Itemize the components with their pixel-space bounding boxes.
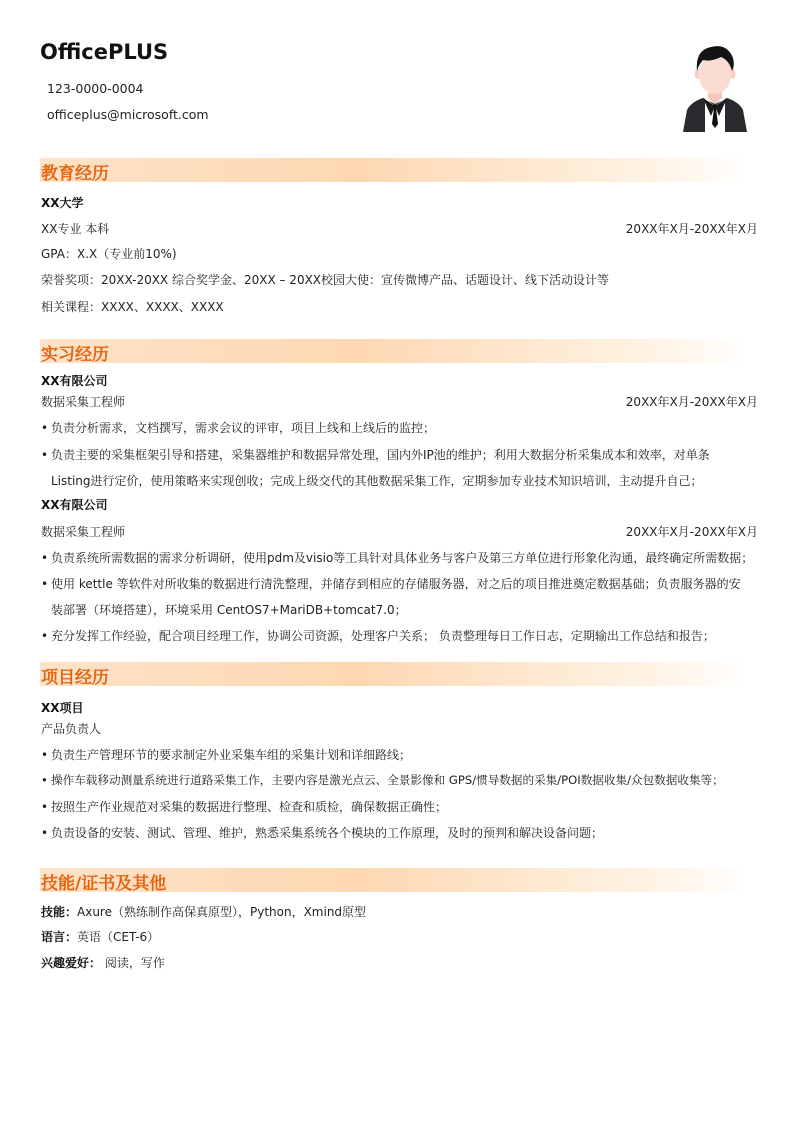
- education-section-bar: [40, 158, 749, 182]
- gpa-text: GPA：X.X（专业前10%): [41, 247, 177, 261]
- project-name: XX项目: [41, 701, 84, 715]
- school-name: XX大学: [41, 196, 84, 210]
- courses-text: 相关课程：XXXX、XXXX、XXXX: [41, 300, 224, 314]
- resume-name: OfficePLUS: [40, 40, 169, 64]
- avatar-photo: [681, 40, 749, 132]
- job-date: 20XX年X月-20XX年X月: [625, 395, 758, 409]
- hobbies-label: 兴趣爱好：: [41, 956, 102, 970]
- hobbies-line: [41, 954, 165, 971]
- company-name: XX有限公司: [41, 498, 108, 512]
- company-name: XX有限公司: [41, 374, 108, 388]
- email-address: officeplus@microsoft.com: [47, 107, 209, 122]
- project-bullet-item: • 负责设备的安装、测试、管理、维护，熟悉采集系统各个模块的工作原理，及时的预判和解决设备问题；: [41, 824, 603, 841]
- project-bullet-item: • 负责生产管理环节的要求制定外业采集车组的采集计划和详细路线；: [41, 746, 411, 763]
- job-bullet-item: • 使用 kettle 等软件对所收集的数据进行清洗整理，并储存到相应的存储服务器，对之后的项目推进奠定数据基础；负责服务器的安: [41, 575, 741, 592]
- education-section-title: 教育经历: [41, 164, 109, 184]
- project-bullet-item: • 按照生产作业规范对采集的数据进行整理、检查和质检，确保数据正确性；: [41, 798, 447, 815]
- job-date: 20XX年X月-20XX年X月: [625, 525, 758, 539]
- honors-text: 荣誉奖项：20XX-20XX 综合奖学金、20XX – 20XX校园大使：宣传微博产品、话题设计、线下活动设计等: [41, 273, 610, 287]
- internship-section-bar: [40, 339, 749, 363]
- job-bullet-item: • 负责系统所需数据的需求分析调研，使用pdm及visio等工具针对具体业务与客户及第三方单位进行形象化沟通，最终确定所需数据；: [41, 549, 753, 566]
- job-role: 数据采集工程师: [41, 395, 126, 409]
- internship-section-title: 实习经历: [41, 345, 109, 365]
- job-role: 数据采集工程师: [41, 525, 126, 539]
- phone-number: 123-0000-0004: [47, 81, 144, 96]
- job-bullet-item: • 充分发挥工作经验，配合项目经理工作，协调公司资源，处理客户关系； 负责整理每日工作日志，定期输出工作总结和报告；: [41, 627, 715, 644]
- language-line: [41, 928, 159, 945]
- skills-section-title: 技能/证书及其他: [41, 874, 167, 894]
- education-date: 20XX年X月-20XX年X月: [625, 222, 758, 236]
- job-bullet-continuation: 装部署（环境搭建），环境采用 CentOS7+MariDB+tomcat7.0；: [51, 603, 407, 617]
- major-degree: XX专业 本科: [41, 222, 110, 236]
- job-bullet-continuation: Listing进行定价，使用策略来实现创收；完成上级交代的其他数据采集工作，定期参加专业技术知识培训，主动提升自己；: [51, 474, 703, 488]
- skills-value: Axure（熟练制作高保真原型），Python，Xmind原型: [77, 905, 367, 919]
- project-section-title: 项目经历: [41, 668, 109, 688]
- skills-line: [41, 903, 366, 920]
- language-label: 语言：: [41, 930, 78, 944]
- project-bullet-item: • 操作车载移动测量系统进行道路采集工作，主要内容是激光点云、全景影像和 GPS/惯导数据的采集/POI数据收集/众包数据收集等；: [41, 772, 724, 788]
- hobbies-value: 阅读，写作: [101, 956, 165, 970]
- job-bullet-item: • 负责分析需求，文档撰写，需求会议的评审，项目上线和上线后的监控；: [41, 419, 435, 436]
- project-role: 产品负责人: [41, 722, 102, 736]
- language-value: 英语（CET-6）: [77, 930, 160, 944]
- project-section-bar: [40, 662, 749, 686]
- job-bullet-item: • 负责主要的采集框架引导和搭建，采集器维护和数据异常处理，国内外IP池的维护；利用大数据分析采集成本和效率，对单条: [41, 446, 710, 463]
- skills-label: 技能：: [41, 905, 78, 919]
